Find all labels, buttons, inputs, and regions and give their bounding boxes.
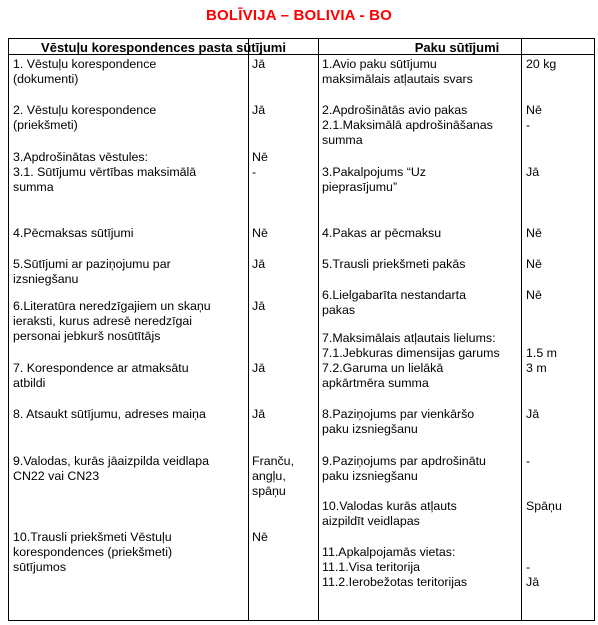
parcels-item-value: Nē (526, 257, 542, 271)
parcels-item-value: Jā (526, 165, 540, 179)
letters-item-label: 10.Trausli priekšmeti Vēstuļu korespondences (priekšmeti) sūtījumos (13, 530, 173, 574)
letters-item-label: 4.Pēcmaksas sūtījumi (13, 226, 134, 240)
letters-item-label: 2. Vēstuļu korespondence (priekšmeti) (13, 103, 157, 132)
parcels-item-label: 2.Apdrošinātās avio pakas 2.1.Maksimālā apdrošināšanas summa (322, 103, 493, 147)
letters-item-value: Jā (252, 407, 266, 421)
letters-item-value: Jā (252, 103, 266, 117)
parcels-item-value: Nē (526, 288, 542, 302)
table-divider (521, 39, 522, 620)
parcels-item-value: Nē (526, 226, 542, 240)
letters-item-value: Franču, angļu, spāņu (252, 454, 295, 498)
letters-item-value: Nē - (252, 150, 268, 179)
parcels-item-label: 3.Pakalpojums “Uz pieprasījumu” (322, 165, 426, 194)
letters-item-label: 5.Sūtījumi ar paziņojumu par izsniegšanu (13, 257, 171, 286)
parcels-item-label: 8.Paziņojums par vienkāršo paku izsniegšanu (322, 407, 475, 436)
letters-item-label: 1. Vēstuļu korespondence (dokumenti) (13, 57, 157, 86)
parcels-item-value: Spāņu (526, 499, 562, 513)
letters-item-value: Jā (252, 299, 266, 313)
parcels-item-value: - Jā (526, 560, 540, 589)
table-divider (248, 39, 249, 620)
parcels-item-label: 4.Pakas ar pēcmaksu (322, 226, 442, 240)
parcels-item-label: 7.Maksimālais atļautais lielums: 7.1.Jebkuras dimensijas garums 7.2.Garuma un lielākā apkārtmēra summa (322, 331, 500, 390)
parcels-item-label: 11.Apkalpojamās vietas: 11.1.Visa teritorija 11.2.Ierobežotas teritorijas (322, 545, 468, 589)
services-table (8, 38, 595, 621)
letters-header: Vēstuļu korespondences pasta sūtījumi (41, 40, 286, 55)
parcels-item-label: 1.Avio paku sūtījumu maksimālais atļautais svars (322, 57, 473, 86)
letters-item-label: 6.Literatūra neredzīgajiem un skaņu ieraksti, kurus adresē neredzīgai personai jebkurš nosūtītājs (13, 299, 211, 343)
parcels-item-label: 9.Paziņojums par apdrošinātu paku izsniegšanu (322, 454, 486, 483)
parcels-item-value: 1.5 m 3 m (526, 346, 557, 375)
parcels-item-label: 6.Lielgabarīta nestandarta pakas (322, 288, 466, 317)
parcels-item-value: - (526, 454, 531, 468)
parcels-item-value: Nē - (526, 103, 542, 132)
letters-item-value: Jā (252, 361, 266, 375)
letters-item-value: Jā (252, 57, 266, 71)
letters-item-value: Nē (252, 226, 268, 240)
letters-item-label: 7. Korespondence ar atmaksātu atbildi (13, 361, 189, 390)
letters-item-label: 8. Atsaukt sūtījumu, adreses maiņa (13, 407, 206, 421)
page-title: BOLĪVIJA – BOLIVIA - BO (205, 7, 392, 24)
letters-item-value: Jā (252, 257, 266, 271)
letters-item-value: Nē (252, 530, 268, 544)
table-divider (318, 39, 319, 620)
parcels-item-value: Jā (526, 407, 540, 421)
letters-item-label: 9.Valodas, kurās jāaizpilda veidlapa CN22 vai CN23 (13, 454, 210, 483)
parcels-header: Paku sūtījumi (414, 40, 500, 55)
letters-item-label: 3.Apdrošinātas vēstules: 3.1. Sūtījumu vērtības maksimālā summa (13, 150, 197, 194)
parcels-item-value: 20 kg (526, 57, 557, 71)
parcels-item-label: 10.Valodas kurās atļauts aizpildīt veidlapas (322, 499, 457, 528)
parcels-item-label: 5.Trausli priekšmeti pakās (322, 257, 466, 271)
